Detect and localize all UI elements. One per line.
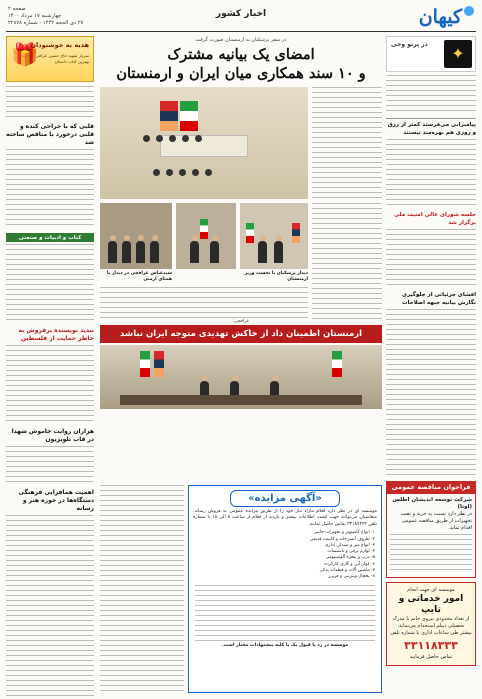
hiring-ad: موسسه ای جهت انجام امور خدماتی و تایپ از تعداد محدودی نیروی خانم با مدرک تحصیلی دیپلم استخدام می‌نماید. بیشتر طی ساعات اداری با شماره تلفن ۳۳۱۱۸۳۳۳ تماس حاصل فرمایید xyxy=(386,582,476,666)
auction-ad xyxy=(188,485,382,693)
main-headline: امضای یک بیانیه مشترک و ۱۰ سند همکاری میان ایران و ارمنستان xyxy=(116,46,366,82)
emblem-icon: ✦ xyxy=(444,40,472,68)
tender-ad-title: فراخوان مناقصه عمومی xyxy=(386,481,476,493)
newspaper-logo: کیهان xyxy=(419,6,474,28)
right-column xyxy=(386,36,476,666)
right-article-title-1: پیامبرانی می‌فرستد کمتر از رزق و روزی هم بهره‌مند نیستند xyxy=(387,122,476,136)
hiring-phone: ۳۳۱۱۸۳۳۳ xyxy=(404,639,458,652)
vahy-box xyxy=(386,36,476,72)
auction-item: ۷- ماشین آلات و قطعات یدکی xyxy=(319,568,375,573)
left-column xyxy=(6,36,94,699)
right-article-body-3 xyxy=(386,309,476,477)
gift-icon: 🎁 xyxy=(11,43,39,68)
section-title: اخبار کشور xyxy=(215,9,267,19)
tender-body: در نظر دارد نسبت به خرید و نصب تجهیزات از طریق مناقصه عمومی اقدام نماید. xyxy=(400,511,472,531)
red-bar-kicker: عراقچی: xyxy=(232,319,250,324)
left-article-title-1: قلبی که با جراحی کنده و قلبی درخورد با مناقص ساخته شد xyxy=(5,123,94,146)
photo-caption-left: سیدعباس عراقچی در دیدار با همتای ارمنی xyxy=(106,271,172,282)
auction-footer: موسسه در رد یا قبول یک یا کلیه پیشنهادات مختار است. xyxy=(221,642,349,648)
handshake-photo xyxy=(240,203,308,269)
group-photo xyxy=(100,203,172,269)
auction-item: ۳- انواع میز و صندلی اداری xyxy=(325,542,375,548)
right-article-body-1 xyxy=(386,139,476,209)
auction-title: «آگهی مزایده» xyxy=(230,490,340,507)
vahy-text xyxy=(386,75,476,115)
gift-box: 🎁 هدیه به خوشنودان سرباز شهید حاج حسین عراقی بهترین کتاب داستان xyxy=(6,36,94,82)
ceremony-photo xyxy=(176,203,236,269)
photo-row xyxy=(100,203,382,319)
left-article-title-3: هزاران روایت خاموش شهدا در قاب تلویزیون xyxy=(11,428,94,443)
left-article-title-2: تبدید نویسنده پرفروش به خاطر حمایت از فلسطین xyxy=(18,327,94,342)
masthead xyxy=(6,6,476,32)
auction-item: ۲- ظروف آشپزخانه و کابینت قدیمی xyxy=(309,536,375,542)
auction-item: ۸- یخچال ویترینی و فریزر xyxy=(328,574,375,580)
issue-meta: صفحه ۲ چهارشنبه ۱۷ مرداد ۱۴۰۰ ۲۷ ذی الحجه ۱۴۴۲ - شماره ۲۲۸۷۸ xyxy=(8,6,84,26)
left-banner: کتاب و ادبیات و صنعتی xyxy=(6,233,94,242)
logo-icon xyxy=(464,6,474,16)
auction-items xyxy=(189,528,381,582)
main-column xyxy=(100,36,382,409)
left-article-title-4: اهمیت همافزایی فرهنگی دستگاه‌ها در حوزه هنر و رسانه xyxy=(18,489,94,512)
right-article-title-2: جلسه شورای عالی امنیت ملی برگزار شد xyxy=(393,212,476,226)
lead-text-right xyxy=(312,87,382,199)
vahy-label: در پرتو وحی xyxy=(391,41,428,48)
photo-caption-right: دیدار پزشکیان با نخست وزیر ارمنستان xyxy=(244,271,308,282)
headline-kicker: در سفر پزشکیان به ارمنستان صورت گرفت xyxy=(195,37,287,43)
tender-company: شرکت توسعه اندیشان اطلس (اوتا) xyxy=(392,497,472,510)
signing-photo xyxy=(100,345,382,409)
auction-item: ۴- لوازم برقی و تاسیسات xyxy=(327,549,375,555)
side-news-column xyxy=(100,485,184,693)
auction-item: ۵- درب و پنجره آلومینیومی xyxy=(325,555,375,561)
right-article-body-2 xyxy=(386,229,476,289)
auction-item: ۱- انواع کامپیوتر و تجهیزات جانبی xyxy=(313,530,375,536)
tender-ad xyxy=(386,493,476,578)
auction-intro: موسسه ای در نظر دارد اقلام مازاد نیاز خود را از طریق مزایده عمومی به فروش رساند. متقاضیان می‌توانند جهت کسب اطلاعات بیشتر و بازدید از اقلام از ساعت ۸ الی ۱۸ با شماره تلفن ۳۳۱۸۹۳۴۲ تماس حاصل نمایند. xyxy=(193,509,377,527)
meeting-photo xyxy=(100,87,308,199)
red-bar-headline: ارمنستان اطمینان داد از خاکش تهدیدی متوجه ایران نباشد xyxy=(100,325,382,343)
right-article-title-3: افشای جزئیاتی از جلوگیری نگارش بیانیه جبهه اصلاحات xyxy=(402,292,476,306)
auction-item: ۶- کولر آبی و گازی کارکرده xyxy=(324,561,375,567)
